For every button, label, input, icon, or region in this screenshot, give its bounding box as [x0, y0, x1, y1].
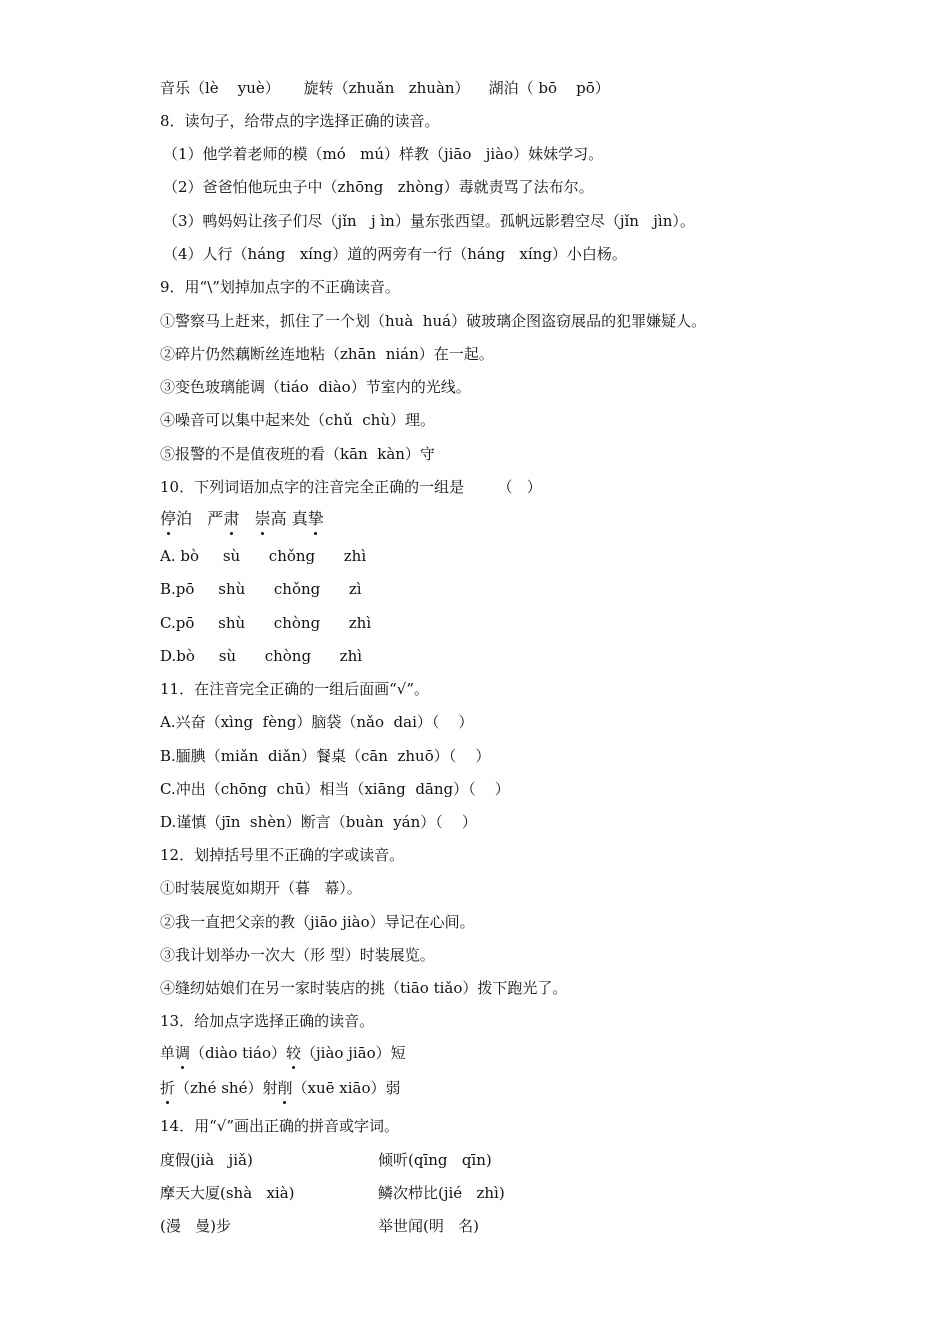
q13-pinyin: （jiào jiāo）短	[301, 1044, 406, 1062]
q11-option-a: A.兴奋（xìng fèng）脑袋（nǎo dai）（ ）	[160, 713, 474, 731]
q14-item-1: 度假(jià jiǎ)	[160, 1151, 253, 1169]
q10-option-a: A. bò sù chǒng zhì	[160, 547, 367, 565]
q13-pinyin: （diào tiáo）	[190, 1044, 286, 1062]
q10-word-1: 停泊	[160, 509, 193, 528]
q11-option-c: C.冲出（chōng chū）相当（xiāng dāng）（ ）	[160, 780, 510, 798]
q9-item-1: ①警察马上赶来，抓住了一个划（huà huá）破玻璃企图盗窃展品的犯罪嫌疑人。	[160, 312, 707, 330]
q13-char: 单	[160, 1044, 176, 1062]
q13-pinyin: （zhé shé）射	[175, 1079, 278, 1097]
q13-title: 13．给加点字选择正确的读音。	[160, 1012, 375, 1030]
emphasis-dot-char: 停	[160, 509, 177, 528]
emphasis-dot-char: 挚	[307, 509, 324, 528]
q10-option-b: B.pō shù chǒng zì	[160, 580, 362, 598]
q12-item-4: ④缝纫姑娘们在另一家时装店的挑（tiāo tiǎo）拨下跑光了。	[160, 979, 568, 997]
q10-title: 10．下列词语加点字的注音完全正确的一组是 （ ）	[160, 478, 542, 496]
q9-item-3: ③变色玻璃能调（tiáo diào）节室内的光线。	[160, 378, 471, 396]
q8-item-4: （4）人行（háng xíng）道的两旁有一行（háng xíng）小白杨。	[163, 245, 627, 263]
q7-continued-line: 音乐（lè yuè） 旋转（zhuǎn zhuàn） 湖泊（ bō pō）	[160, 79, 610, 97]
q11-title: 11．在注音完全正确的一组后面画“√”。	[160, 680, 429, 698]
q10-option-d: D.bò sù chòng zhì	[160, 647, 363, 665]
q11-option-d: D.谨慎（jīn shèn）断言（buàn yán）（ ）	[160, 813, 477, 831]
q13-dotted-char: 削	[277, 1079, 293, 1097]
q13-dotted-char: 较	[285, 1044, 301, 1062]
q12-item-3: ③我计划举办一次大（形 型）时装展览。	[160, 946, 435, 964]
q12-item-1: ①时装展览如期开（暮 幕）。	[160, 879, 362, 897]
q13-line-1	[160, 1043, 880, 1063]
q10-word-3: 崇高	[254, 509, 287, 528]
q14-item-4: 鳞次栉比(jié zhì)	[378, 1184, 505, 1202]
q13-line-2	[160, 1078, 880, 1098]
q14-title: 14．用“√”画出正确的拼音或字词。	[160, 1117, 399, 1135]
q10-option-c: C.pō shù chòng zhì	[160, 614, 372, 632]
q14-item-6: 举世闻(明 名)	[378, 1217, 480, 1235]
q8-title: 8．读句子，给带点的字选择正确的读音。	[160, 112, 440, 130]
q14-item-2: 倾听(qīng qīn)	[378, 1151, 492, 1169]
q10-word-2: 严肃	[207, 509, 240, 528]
q13-dotted-char: 折	[160, 1079, 176, 1097]
q9-item-4: ④噪音可以集中起来处（chǔ chù）理。	[160, 411, 435, 429]
q14-item-3: 摩天大厦(shà xià)	[160, 1184, 295, 1202]
q11-option-b: B.腼腆（miǎn diǎn）餐桌（cān zhuō）（ ）	[160, 747, 491, 765]
q10-word-4: 真挚	[291, 509, 324, 528]
q9-title: 9．用“\”划掉加点字的不正确读音。	[160, 278, 400, 296]
q12-item-2: ②我一直把父亲的教（jiāo jiào）导记在心间。	[160, 913, 475, 931]
q8-item-1: （1）他学着老师的模（mó mú）样教（jiāo jiào）妹妹学习。	[163, 145, 604, 163]
q13-dotted-char: 调	[175, 1044, 191, 1062]
emphasis-dot-char: 崇	[254, 509, 271, 528]
q13-pinyin: （xuē xiāo）弱	[292, 1079, 401, 1097]
q14-item-5: (漫 曼)步	[160, 1217, 232, 1235]
emphasis-dot-char: 肃	[223, 509, 240, 528]
q9-item-5: ⑤报警的不是值夜班的看（kān kàn）守	[160, 445, 435, 463]
q8-item-3: （3）鸭妈妈让孩子们尽（jǐn j ìn）量东张西望。孤帆远影碧空尽（jǐn jìn）。	[163, 212, 695, 230]
q8-item-2: （2）爸爸怕他玩虫子中（zhōng zhòng）毒就责骂了法布尔。	[163, 178, 594, 196]
q10-words	[160, 509, 880, 529]
q9-item-2: ②碎片仍然藕断丝连地粘（zhān nián）在一起。	[160, 345, 494, 363]
q12-title: 12．划掉括号里不正确的字或读音。	[160, 846, 405, 864]
